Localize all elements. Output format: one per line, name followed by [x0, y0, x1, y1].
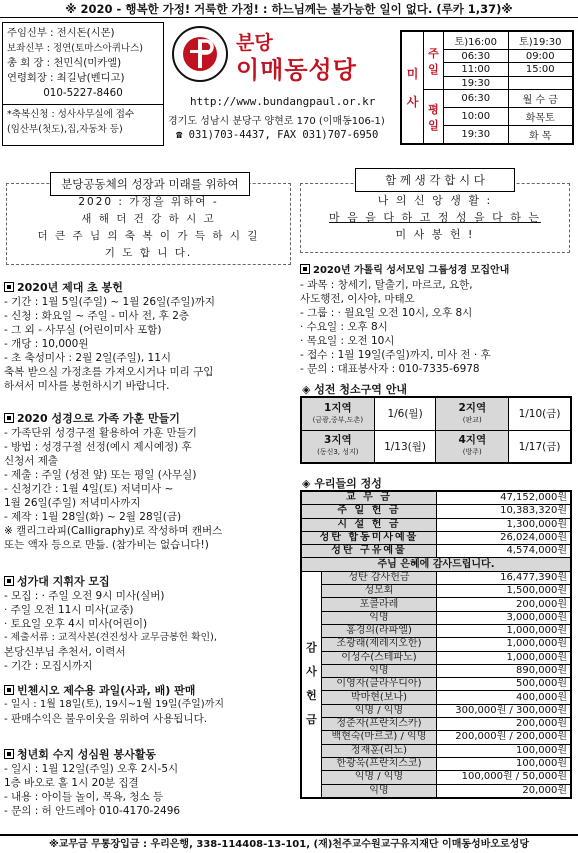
- address: 경기도 성남시 분당구 양현로 170 (이매동106-1): [168, 116, 385, 127]
- mass-time: 11:00: [444, 63, 509, 76]
- mass-day: 월 수 금: [508, 90, 573, 108]
- thanks-row: 익명 / 익명 100,000원 / 50,000원: [302, 771, 571, 784]
- section-title: 2020년 제대 초 봉헌: [17, 281, 123, 294]
- faith-life-message: 나 의 신 앙 생 활 : 마 음 을 다 하 고 정 성 을 다 하 는 미 사 봉 헌 !: [300, 183, 570, 253]
- zone-cell: 3지역 (동신3, 성지): [302, 430, 375, 463]
- checkbox-bullet-icon: [4, 413, 14, 423]
- staff-line: 연령회장 : 최길남(벤디고): [7, 72, 125, 84]
- section-title: 청년회 수지 성심원 봉사활동: [17, 748, 156, 761]
- thanks-row: 익명 890,000원: [302, 664, 571, 677]
- checkbox-bullet-icon: [4, 749, 14, 759]
- mass-label: 미 사: [402, 32, 424, 144]
- fruit-sale-section: 빈첸시오 제수용 과일(사과, 배) 판매 - 일시 : 1월 18일(토), 19시~1월 19일(주일)까지 - 판매수익은 불우이웃을 위하여 사용됩니다.: [4, 684, 225, 725]
- thanks-row: 홍경의(라파엘) 1,000,000원: [302, 624, 571, 637]
- family-motto-section: 2020 성경으로 가족 가훈 만들기 - 가족단위 성경구절 활용하여 가훈 만들기 - 방법 : 성경구절 선정(예시 제시예정) 후 신청서 제출 - 제출 : 주일 (성전 앞) 또는 평일 (사무실) - 신청기간 : 1월 4일(토) 저녁미사 ~ 1월 26일(주일) 저녁미사까지 - 제작 : 1월 28일(화) ~ 2월 28일(금) ※ 캘리그라피(Calligraphy)로 작성하며 캔버스 또는 액자 등으로 만듦. (참가비는 없습니다!): [4, 412, 223, 551]
- finance-row: 성탄 구유예물 4,574,000원: [302, 545, 571, 558]
- thanks-row: 이영자(클라우디아) 500,000원: [302, 678, 571, 691]
- thanks-row: 정재훈(리노) 100,000원: [302, 744, 571, 757]
- finance-row: 교 무 금 47,152,000원: [302, 492, 571, 505]
- cleaning-title: ◈ 성전 청소구역 안내: [302, 383, 407, 396]
- phone-fax: ☎ 031)703-4437, FAX 031)707-6950: [176, 129, 379, 141]
- youth-volunteer-section: 청년회 수지 성심원 봉사활동 - 일시 : 1월 12일(주일) 오후 2시-5시 1층 바오로 홀 1시 20분 집결 - 내용 : 아이들 놀이, 목욕, 청소 등 - 문의 : 허 안드레아 010-4170-2496: [4, 748, 181, 817]
- zone-date: 1/6(월): [374, 398, 436, 431]
- zone-date: 1/17(금): [509, 430, 571, 463]
- footer-bank-info: ※교무금 무통장입금 : 우리은행, 338-114408-13-101, (재)천주교수원교구유지재단 이매동성바오로성당: [0, 834, 578, 853]
- sunday-label: 주 일: [424, 32, 444, 90]
- church-logo: [172, 26, 228, 82]
- diamond-bullet-icon: ◈: [302, 383, 315, 396]
- vertical-label: 감 사 헌 금: [302, 571, 322, 797]
- section-title: 빈첸시오 제수용 과일(사과, 배) 판매: [17, 684, 196, 697]
- weekday-label: 평 일: [424, 90, 444, 144]
- website-link[interactable]: http://www.bundangpaul.or.kr: [190, 95, 376, 108]
- new-year-greeting: 2020 : 가정을 위하여 - 새 해 더 건 강 하 시 고 더 큰 주 님 의 축 복 이 가 득 하 시 길 기 도 합 니 다.: [6, 183, 291, 265]
- mass-day: 화목토: [508, 108, 573, 126]
- brand-name-line1: 분당: [236, 32, 273, 54]
- choir-conductor-section: 성가대 지휘자 모집 - 모집 : · 주일 오전 9시 미사(실버) · 주일 오전 11시 미사(교중) · 토요일 오후 4시 미사(어린이) - 제출서류 : 교적사본(견진성사 교무금봉헌 확인), 본당신부님 추천서, 이력서 - 기간 : 모집시까지: [4, 575, 217, 672]
- thanks-row: 한광욱(프란치스코) 100,000원: [302, 757, 571, 770]
- mass-time: 06:30: [444, 90, 509, 108]
- thanks-row: 익명 20,000원: [302, 784, 571, 797]
- thanks-row: 조광래(제레지오한) 1,000,000원: [302, 638, 571, 651]
- thanks-row: 익명 3,000,000원: [302, 611, 571, 624]
- thanks-row: 감 사 헌 금 성탄 감사헌금 16,477,390원: [302, 571, 571, 584]
- thanks-row: 성모회 1,500,000원: [302, 585, 571, 598]
- thanks-row: 백현숙(마르코) / 익명 200,000원 / 200,000원: [302, 731, 571, 744]
- bible-study-section: 2020년 가톨릭 성서모임 그룹성경 모집안내 - 과목 : 창세기, 탈출기, 마르코, 요한, 사도행전, 이사야, 마태오 - 그룹 : · 월요일 오전 10시, 오후 8시 · 수요일 : 오후 8시 · 목요일 : 오전 10시 - 접수 : 1월 19일(주일)까지, 미사 전 · 후 - 문의 : 대표봉사자 : 010-7335-6978: [300, 265, 510, 375]
- finance-table: [300, 490, 572, 799]
- section-title: 2020 성경으로 가족 가훈 만들기: [17, 412, 180, 425]
- staff-line: 주임신부 : 전시돈(시몬): [7, 27, 115, 39]
- thanks-row: 포콜라레 200,000원: [302, 598, 571, 611]
- thanks-row: 정준자(프란치스카) 200,000원: [302, 718, 571, 731]
- mass-time: 09:00: [508, 49, 573, 62]
- section-title: 2020년 가톨릭 성서모임 그룹성경 모집안내: [313, 265, 510, 276]
- mass-time: 06:30: [444, 49, 509, 62]
- top-banner: ※ 2020 - 행복한 가정! 거룩한 가정! : 하느님께는 불가능한 일이 없다. (루카 1,37)※: [0, 0, 578, 18]
- mass-time: 토)19:30: [508, 32, 573, 50]
- zone-date: 1/10(금): [509, 398, 571, 431]
- staff-line: 보좌신부 : 정연(토마스아퀴나스): [7, 43, 143, 54]
- staff-box: [2, 22, 164, 146]
- left-box-title: 분당공동체의 성장과 미래를 위하여: [50, 172, 250, 196]
- thanks-header-row: 주님 은혜에 감사드립니다.: [302, 558, 571, 571]
- thanks-row: 박마현(보나) 400,000원: [302, 691, 571, 704]
- finance-row: 성탄 합동미사예물 26,024,000원: [302, 531, 571, 544]
- right-box-title: 함 께 생 각 합 시 다: [355, 168, 515, 192]
- finance-row: 시 설 헌 금 1,300,000원: [302, 518, 571, 531]
- diamond-bullet-icon: ◈: [302, 477, 315, 490]
- staff-line: 총 회 장 : 천민식(미카엘): [7, 57, 122, 69]
- checkbox-bullet-icon: [4, 576, 14, 586]
- mass-time: 19:30: [444, 126, 509, 144]
- section-title: 성가대 지휘자 모집: [17, 575, 110, 588]
- cleaning-zone-table: [300, 396, 572, 464]
- finance-row: 주 일 헌 금 10,383,320원: [302, 505, 571, 518]
- zone-cell: 2지역 (판교): [436, 398, 509, 431]
- mass-time: [508, 76, 573, 89]
- thanks-row: 이성수(스테파노) 1,000,000원: [302, 651, 571, 664]
- checkbox-bullet-icon: [4, 685, 14, 695]
- mass-time: 15:00: [508, 63, 573, 76]
- checkbox-bullet-icon: [4, 282, 14, 292]
- mass-day: 화 목: [508, 126, 573, 144]
- altar-candle-section: 2020년 제대 초 봉헌 - 기간 : 1월 5일(주일) ~ 1월 26일(주일)까지 - 신청 : 화요일 ~ 주일 - 미사 전, 후 2층 - 그 외 - 사무실 (어린이미사 포함) - 개당 : 10,000원 - 초 축성미사 : 2월 2일(주일), 11시 축복 받으실 가정초를 가져오시거나 미리 구입 하셔서 미사를 봉헌하시기 바랍니다.: [4, 281, 215, 392]
- thanks-row: 익명 / 익명 300,000원 / 300,000원: [302, 704, 571, 717]
- zone-date: 1/13(월): [374, 430, 436, 463]
- checkbox-bullet-icon: [300, 264, 310, 274]
- staff-phone: 010-5227-8460: [43, 87, 123, 99]
- blessing-note: *축복신청 : 성사사무실에 접수: [7, 109, 135, 120]
- brand-name-line2: 이매동성당: [236, 56, 357, 84]
- finance-title: ◈ 우리들의 정성: [302, 477, 382, 490]
- mass-time: 19:30: [444, 76, 509, 89]
- mass-schedule: [400, 30, 574, 145]
- zone-cell: 1지역 (금광,중부,도촌): [302, 398, 375, 431]
- blessing-note-detail: (임산부(첫도),집,자동차 등): [7, 124, 123, 135]
- mass-time: 토)16:00: [444, 32, 509, 50]
- mass-time: 10:00: [444, 108, 509, 126]
- zone-cell: 4지역 (방주): [436, 430, 509, 463]
